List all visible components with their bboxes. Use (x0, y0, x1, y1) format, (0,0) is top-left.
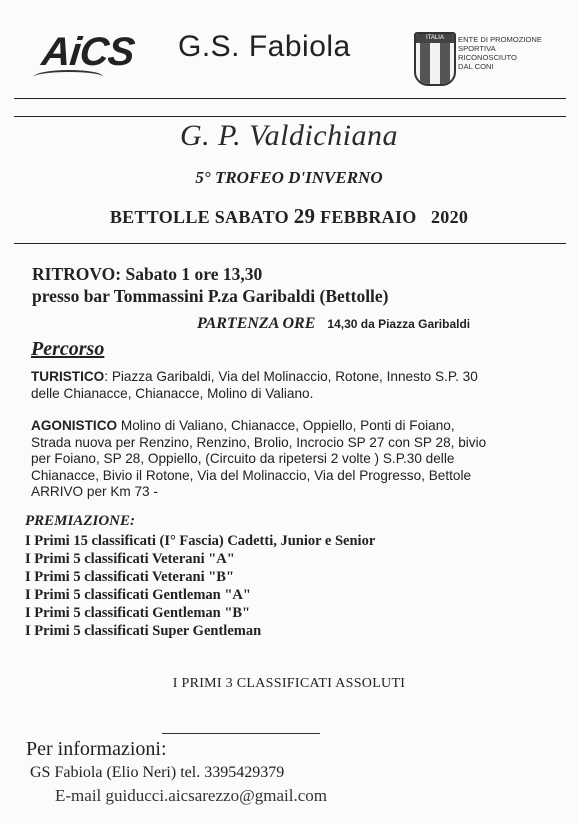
club-name: G.S. Fabiola (178, 30, 351, 63)
event-title: G. P. Valdichiana (180, 119, 398, 152)
departure-info (197, 315, 470, 333)
touristic-route: TURISTICO: Piazza Garibaldi, Via del Molinaccio, Rotone, Innesto S.P. 30 delle Chianacce, Chianacce, Molino di Valiano. (31, 369, 478, 401)
contact-heading: Per informazioni: (26, 738, 167, 760)
event-subtitle: 5° TROFEO D'INVERNO (195, 168, 383, 187)
departure-label: PARTENZA ORE (197, 315, 316, 332)
contact-divider (162, 733, 320, 734)
coni-shield-icon (414, 32, 456, 86)
competitive-label: AGONISTICO (31, 418, 118, 433)
award-item: I Primi 5 classificati Veterani "A" (25, 551, 235, 567)
award-item: I Primi 5 classificati Veterani "B" (25, 569, 235, 585)
contact-phone: GS Fabiola (Elio Neri) tel. 3395429379 (30, 764, 285, 781)
award-item: I Primi 5 classificati Super Gentleman (25, 623, 262, 639)
award-item: I Primi 5 classificati Gentleman "A" (25, 587, 251, 603)
coni-recognition-text: ENTE DI PROMOZIONE SPORTIVA RICONOSCIUTO DAL CONI (458, 35, 542, 71)
route-heading: Percorso (31, 338, 105, 360)
touristic-label: TURISTICO (31, 369, 105, 384)
award-item: I Primi 15 classificati (I° Fascia) Cadetti, Junior e Senior (25, 533, 376, 549)
header-divider-top (14, 98, 566, 99)
aics-swoosh-icon (33, 70, 104, 84)
meeting-info (32, 263, 389, 307)
overall-awards: I PRIMI 3 CLASSIFICATI ASSOLUTI (172, 676, 406, 691)
departure-detail: 14,30 da Piazza Garibaldi (327, 317, 471, 331)
badge-label: ITALIA (426, 35, 444, 41)
meeting-time: RITROVO: Sabato 1 ore 13,30 (32, 264, 263, 284)
aics-logo (40, 30, 136, 75)
aics-logo-text: AiCS (39, 30, 136, 74)
award-item: I Primi 5 classificati Gentleman "B" (25, 605, 251, 621)
contact-email: E-mail guiducci.aicsarezzo@gmail.com (55, 786, 327, 805)
title-divider (14, 243, 566, 244)
meeting-place: presso bar Tommassini P.za Garibaldi (Bettolle) (32, 286, 389, 306)
header-divider-bottom (14, 116, 566, 117)
competitive-route: AGONISTICO Molino di Valiano, Chianacce, Oppiello, Ponti di Foiano, Strada nuova per Renzino, Renzino, Brolio, Incrocio SP 27 con SP 28, bivio per Foiano, SP 28, Oppiello, (Circuito da ripetersi 2 volte ) S.P.30 delle Chianacce, Bivio il Rotone, Via del Molinaccio, Via del Progresso, Bettole ARRIVO per Km 73 - (31, 418, 487, 499)
event-date: BETTOLLE SABATO 29 FEBBRAIO 2020 (109, 204, 469, 228)
awards-heading: PREMIAZIONE: (25, 513, 136, 529)
